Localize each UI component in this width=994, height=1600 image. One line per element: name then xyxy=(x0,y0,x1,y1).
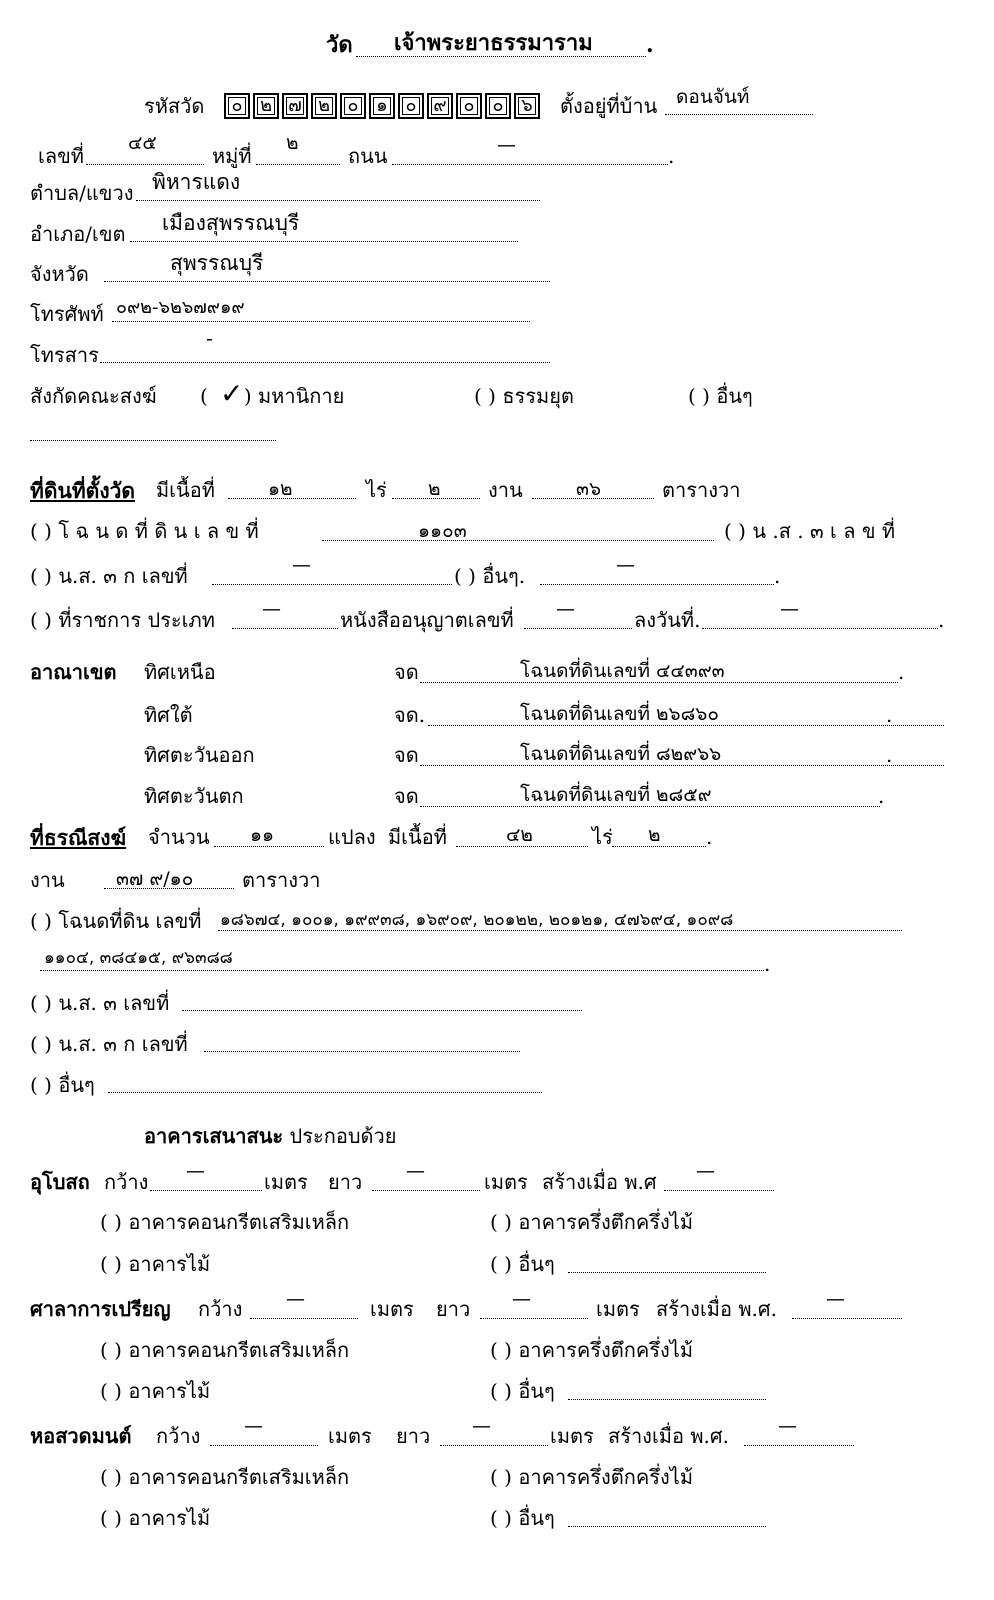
boundary-end: . xyxy=(886,743,893,767)
option-concrete[interactable]: ( ) อาคารคอนกรีตเสริมเหล็ก xyxy=(100,1210,350,1234)
option-concrete[interactable]: ( ) อาคารคอนกรีตเสริมเหล็ก xyxy=(100,1465,350,1489)
building-name-sala: ศาลาการเปรียญ xyxy=(30,1297,171,1321)
sect-mahanikai[interactable]: ( ) มหานิกาย xyxy=(200,384,345,408)
building-width-line xyxy=(250,1318,358,1319)
boundary-adj: จด xyxy=(394,743,419,767)
land-deed-label[interactable]: ( ) โ ฉ น ด ที่ ดิ น เ ล ข ที่ xyxy=(30,519,259,543)
thoranee-ns3k-line xyxy=(204,1051,520,1052)
option-other[interactable]: ( ) อื่นๆ xyxy=(490,1252,555,1276)
building-width-value[interactable]: — xyxy=(286,1288,305,1310)
district-label: อำเภอ/เขต xyxy=(30,222,126,246)
moo-label: หมู่ที่ xyxy=(212,144,252,168)
code-digit: ๐ xyxy=(485,93,511,119)
land-date-label: ลงวันที่. xyxy=(634,608,701,632)
thoranee-plot-label: แปลง xyxy=(328,825,376,849)
thoranee-title: ที่ธรณีสงฆ์ xyxy=(30,825,127,850)
boundary-dir-south: ทิศใต้ xyxy=(144,703,193,727)
building-meter: เมตร xyxy=(550,1424,594,1448)
building-built-line xyxy=(744,1445,854,1446)
land-other-end: . xyxy=(774,564,781,588)
road-label: ถนน xyxy=(348,144,388,168)
wat-code-boxes xyxy=(224,93,540,119)
building-built-label: สร้างเมื่อ พ.ศ. xyxy=(608,1424,729,1448)
land-ns3k-label[interactable]: ( ) น.ส. ๓ ก เลขที่ xyxy=(30,564,188,588)
thoranee-ns3k-label[interactable]: ( ) น.ส. ๓ ก เลขที่ xyxy=(30,1032,188,1056)
code-label: รหัสวัด xyxy=(144,94,205,118)
land-wa-label: ตารางวา xyxy=(662,478,741,502)
thoranee-count-line xyxy=(214,846,324,847)
building-length-line xyxy=(440,1445,548,1446)
sect-thammayut[interactable]: ( ) ธรรมยุต xyxy=(474,384,574,408)
building-length-value[interactable]: — xyxy=(406,1160,425,1182)
thoranee-ns3-label[interactable]: ( ) น.ส. ๓ เลขที่ xyxy=(30,991,170,1015)
code-digit: ๐ xyxy=(224,93,250,119)
subdistrict-label: ตำบล/แขวง xyxy=(30,181,134,205)
thoranee-count[interactable]: ๑๑ xyxy=(250,824,275,846)
sect-other-line xyxy=(30,440,276,441)
land-permit-line xyxy=(524,628,632,629)
subdistrict-line xyxy=(136,200,540,201)
boundary-dir-west: ทิศตะวันตก xyxy=(144,784,244,808)
boundary-adj: จด xyxy=(394,784,419,808)
land-date-line xyxy=(702,628,938,629)
province-label: จังหวัด xyxy=(30,262,89,286)
thoranee-rai-line xyxy=(456,846,588,847)
building-built-label: สร้างเมื่อ พ.ศ xyxy=(542,1170,657,1194)
thoranee-ns3-line xyxy=(182,1010,582,1011)
building-width-value[interactable]: — xyxy=(186,1160,205,1182)
thoranee-ngan-label: งาน xyxy=(30,868,65,892)
land-other-line xyxy=(540,584,774,585)
option-wood[interactable]: ( ) อาคารไม้ xyxy=(100,1252,211,1276)
building-width-line xyxy=(210,1445,318,1446)
thoranee-other-line xyxy=(108,1092,542,1093)
land-date-end: . xyxy=(938,608,945,632)
code-digit: ๐ xyxy=(398,93,424,119)
code-digit: ๗ xyxy=(282,93,308,119)
village-value[interactable]: ดอนจันท์ xyxy=(676,86,750,108)
land-permit-value[interactable]: — xyxy=(556,598,575,620)
land-ns3-label[interactable]: ( ) น .ส . ๓ เ ล ข ที่ xyxy=(724,519,896,543)
building-meter: เมตร xyxy=(484,1170,528,1194)
phone-label: โทรศัพท์ xyxy=(30,302,104,326)
thoranee-deed-line xyxy=(40,970,764,971)
building-built-label: สร้างเมื่อ พ.ศ. xyxy=(656,1297,777,1321)
wat-name-line xyxy=(356,56,646,57)
thoranee-count-label: จำนวน xyxy=(148,825,210,849)
boundary-end: . xyxy=(886,703,893,727)
code-digit: ๑ xyxy=(369,93,395,119)
boundary-dir-north: ทิศเหนือ xyxy=(144,660,216,684)
phone-line xyxy=(112,321,530,322)
land-other-label[interactable]: ( ) อื่นๆ. xyxy=(454,564,526,588)
building-length-label: ยาว xyxy=(396,1424,431,1448)
boundary-line xyxy=(420,806,880,807)
boundary-adj: จด. xyxy=(394,703,426,727)
buildings-heading xyxy=(144,1126,396,1146)
land-ns3k-value[interactable]: — xyxy=(292,554,311,576)
province-value[interactable]: สุพรรณบุรี xyxy=(170,251,264,275)
district-value[interactable]: เมืองสุพรรณบุรี xyxy=(162,211,300,235)
land-gov-line xyxy=(232,628,338,629)
building-length-label: ยาว xyxy=(328,1170,363,1194)
thoranee-wa-label: ตารางวา xyxy=(242,868,321,892)
thoranee-rai[interactable]: ๔๒ xyxy=(506,824,533,846)
building-meter: เมตร xyxy=(264,1170,308,1194)
village-label: ตั้งอยู่ที่บ้าน xyxy=(560,94,658,118)
thoranee-deed-label[interactable]: ( ) โฉนดที่ดิน เลขที่ xyxy=(30,909,202,933)
code-digit: ๐ xyxy=(456,93,482,119)
moo-line xyxy=(256,164,340,165)
phone-value[interactable]: ๐๙๒-๖๒๖๗๙๑๙ xyxy=(116,297,245,318)
road-end: . xyxy=(668,144,675,168)
boundary-end: . xyxy=(898,660,905,684)
fax-value[interactable]: - xyxy=(206,328,213,350)
building-width-label: กว้าง xyxy=(104,1170,149,1194)
boundary-value-north[interactable]: โฉนดที่ดินเลขที่ ๔๔๓๙๓ xyxy=(520,660,725,682)
land-deed-line xyxy=(322,540,714,541)
building-name-horsuatmon: หอสวดมนต์ xyxy=(30,1424,132,1448)
land-gov-value[interactable]: — xyxy=(262,598,281,620)
building-meter: เมตร xyxy=(596,1297,640,1321)
code-digit: ๖ xyxy=(514,93,540,119)
code-digit: ๒ xyxy=(311,93,337,119)
option-half[interactable]: ( ) อาคารครึ่งตึกครึ่งไม้ xyxy=(490,1338,694,1362)
land-ngan[interactable]: ๒ xyxy=(428,478,441,500)
option-wood[interactable]: ( ) อาคารไม้ xyxy=(100,1379,211,1403)
building-width-label: กว้าง xyxy=(198,1297,243,1321)
thoranee-deed-line1[interactable]: ๑๘๖๗๔, ๑๐๐๑, ๑๙๙๓๘, ๑๖๙๐๙, ๒๐๑๒๒, ๒๐๑๒๑, ๔๗๖๙๔, ๑๐๙๘ xyxy=(220,910,734,930)
building-built-line xyxy=(664,1190,774,1191)
boundary-title: อาณาเขต xyxy=(30,660,117,684)
code-digit: ๒ xyxy=(253,93,279,119)
option-other-line xyxy=(568,1399,766,1400)
thoranee-ngan-line xyxy=(612,846,706,847)
land-rai-label: ไร่ xyxy=(366,478,387,502)
building-length-value[interactable]: — xyxy=(512,1288,531,1310)
building-meter: เมตร xyxy=(328,1424,372,1448)
boundary-end: . xyxy=(878,784,885,808)
option-other-line xyxy=(568,1272,766,1273)
subdistrict-value[interactable]: พิหารแดง xyxy=(152,170,241,194)
fax-label: โทรสาร xyxy=(30,343,99,367)
option-half[interactable]: ( ) อาคารครึ่งตึกครึ่งไม้ xyxy=(490,1465,694,1489)
thoranee-rai-label: ไร่ xyxy=(592,825,613,849)
land-ngan-label: งาน xyxy=(488,478,523,502)
number-line xyxy=(86,164,204,165)
wat-label: วัด xyxy=(326,32,353,58)
boundary-value-south[interactable]: โฉนดที่ดินเลขที่ ๒๖๘๖๐ xyxy=(520,703,719,725)
thoranee-deed-line xyxy=(218,930,902,931)
wat-end: . xyxy=(646,32,654,58)
boundary-line xyxy=(420,765,944,766)
checkmark-icon: ✓ xyxy=(220,377,244,410)
building-width-label: กว้าง xyxy=(156,1424,201,1448)
building-length-value[interactable]: — xyxy=(472,1415,491,1437)
building-built-line xyxy=(792,1318,902,1319)
land-rai[interactable]: ๑๒ xyxy=(268,478,293,500)
option-half[interactable]: ( ) อาคารครึ่งตึกครึ่งไม้ xyxy=(490,1210,694,1234)
boundary-value-east[interactable]: โฉนดที่ดินเลขที่ ๘๒๙๖๖ xyxy=(520,743,722,765)
road-line xyxy=(392,164,668,165)
building-built-value[interactable]: — xyxy=(778,1415,797,1437)
number-value[interactable]: ๔๕ xyxy=(128,132,157,154)
land-area-label: มีเนื้อที่ xyxy=(156,478,215,502)
building-length-label: ยาว xyxy=(436,1297,471,1321)
moo-value[interactable]: ๒ xyxy=(286,132,299,154)
buildings-title: อาคารเสนาสนะ xyxy=(144,1124,284,1148)
building-built-value[interactable]: — xyxy=(696,1160,715,1182)
land-wa[interactable]: ๓๖ xyxy=(576,478,602,500)
building-built-value[interactable]: — xyxy=(826,1288,845,1310)
code-digit: ๐ xyxy=(340,93,366,119)
option-other[interactable]: ( ) อื่นๆ xyxy=(490,1379,555,1403)
land-deed-value[interactable]: ๑๑๐๓ xyxy=(418,520,467,542)
thoranee-ngan[interactable]: ๒ xyxy=(648,824,661,846)
thoranee-other-label[interactable]: ( ) อื่นๆ xyxy=(30,1073,95,1097)
building-width-line xyxy=(150,1190,262,1191)
sect-label: สังกัดคณะสงฆ์ xyxy=(30,384,157,408)
boundary-line xyxy=(420,682,898,683)
province-line xyxy=(104,281,550,282)
land-title: ที่ดินที่ตั้งวัด xyxy=(30,478,135,503)
number-label: เลขที่ xyxy=(38,144,84,168)
building-meter: เมตร xyxy=(370,1297,414,1321)
road-value[interactable]: — xyxy=(497,134,516,156)
village-line xyxy=(665,114,813,115)
land-other-value[interactable]: — xyxy=(616,554,635,576)
wat-name[interactable]: เจ้าพระยาธรรมาราม xyxy=(394,30,593,56)
sect-other[interactable]: ( ) อื่นๆ xyxy=(688,384,753,408)
thoranee-ngan-end: . xyxy=(706,825,713,849)
option-other[interactable]: ( ) อื่นๆ xyxy=(490,1506,555,1530)
building-name-ubosot: อุโบสถ xyxy=(30,1170,90,1194)
district-line xyxy=(130,241,518,242)
buildings-suffix: ประกอบด้วย xyxy=(289,1124,397,1148)
fax-line xyxy=(100,362,550,363)
boundary-dir-east: ทิศตะวันออก xyxy=(144,743,255,767)
thoranee-deed-end: . xyxy=(764,952,771,976)
thoranee-deed-line2[interactable]: ๑๑๐๔, ๓๘๔๑๕, ๙๖๓๘๘ xyxy=(44,948,233,968)
building-width-value[interactable]: — xyxy=(244,1415,263,1437)
building-length-line xyxy=(480,1318,588,1319)
building-length-line xyxy=(372,1190,480,1191)
thoranee-wa[interactable]: ๓๗ ๙/๑๐ xyxy=(116,868,194,890)
option-concrete[interactable]: ( ) อาคารคอนกรีตเสริมเหล็ก xyxy=(100,1338,350,1362)
land-permit-label: หนังสืออนุญาตเลขที่ xyxy=(340,608,514,632)
boundary-line xyxy=(428,725,944,726)
option-other-line xyxy=(568,1526,766,1527)
thoranee-area-label: มีเนื้อที่ xyxy=(388,825,447,849)
land-date-value[interactable]: — xyxy=(780,598,799,620)
land-gov-label[interactable]: ( ) ที่ราชการ ประเภท xyxy=(30,608,215,632)
code-digit: ๙ xyxy=(427,93,453,119)
option-wood[interactable]: ( ) อาคารไม้ xyxy=(100,1506,211,1530)
boundary-adj: จด xyxy=(394,660,419,684)
boundary-value-west[interactable]: โฉนดที่ดินเลขที่ ๒๘๕๙ xyxy=(520,784,712,806)
land-ns3k-line xyxy=(212,584,452,585)
